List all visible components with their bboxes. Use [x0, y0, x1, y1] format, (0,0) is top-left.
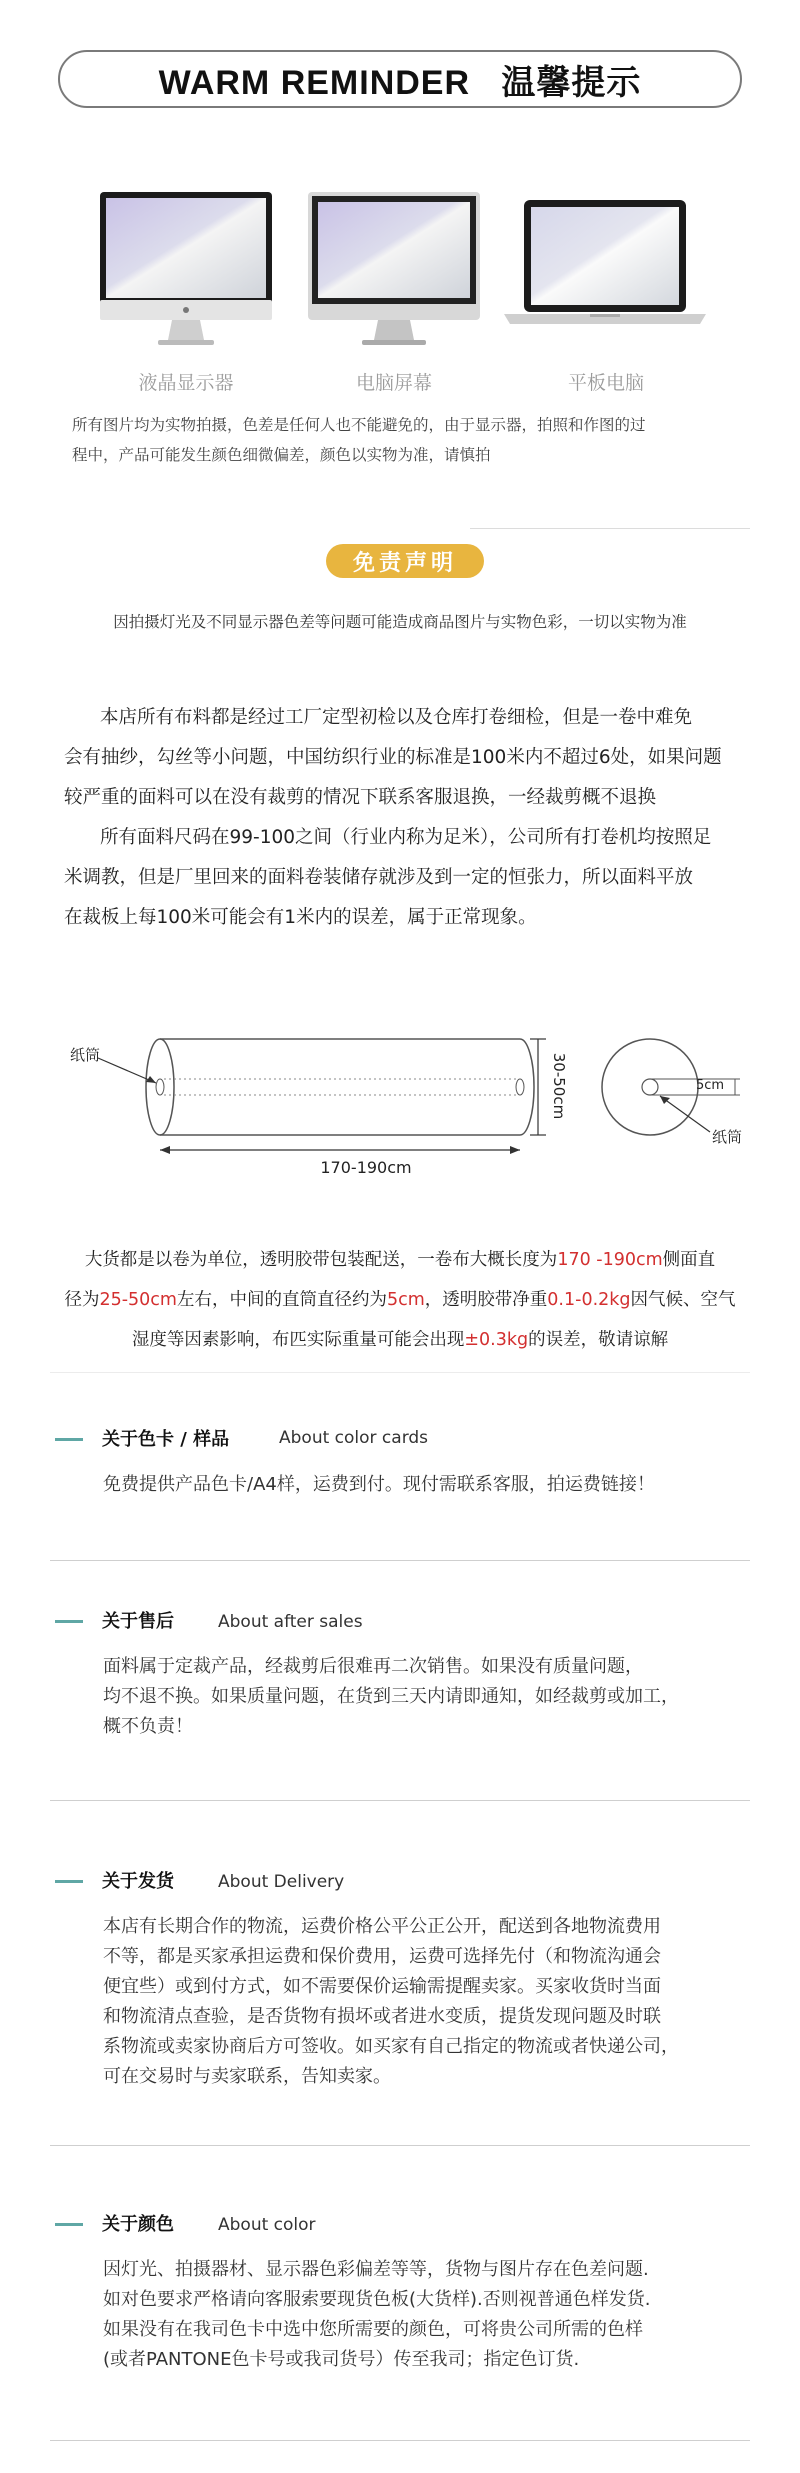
- tube-label-left: 纸筒: [70, 1046, 101, 1064]
- text: 的误差，敬请谅解: [528, 1330, 669, 1350]
- highlight-weight-tolerance: ±0.3kg: [464, 1330, 529, 1350]
- device-caption-desktop: 电脑屏幕: [355, 372, 432, 394]
- body-line: 便宜些）或到付方式，如不需要保价运输需提醒卖家。买家收货时当面: [103, 1976, 661, 1997]
- highlight-diameter: 25-50cm: [99, 1290, 177, 1310]
- color-note-line: 所有图片均为实物拍摄，色差是任何人也不能避免的，由于显示器，拍照和作图的过: [72, 416, 646, 434]
- highlight-core: 5cm: [386, 1290, 425, 1310]
- body-line: 因灯光、拍摄器材、显示器色彩偏差等等，货物与图片存在色差问题.: [103, 2259, 649, 2280]
- lcd-monitor-icon: [96, 190, 276, 350]
- divider: [470, 528, 750, 529]
- paragraph-line: 所有面料尺码在99-100之间（行业内称为足米），公司所有打卷机均按照足: [100, 827, 712, 848]
- text: 因气候、空气: [630, 1290, 736, 1310]
- paragraph-line: 会有抽纱，勾丝等小问题，中国纺织行业的标准是100米内不超过6处，如果问题: [64, 747, 722, 768]
- device-caption-laptop: 平板电脑: [567, 372, 644, 394]
- paragraph-line: 米调教，但是厂里回来的面料卷装储存就涉及到一定的恒张力，所以面料平放: [64, 867, 694, 888]
- paragraph-line: [30, 1280, 770, 1320]
- text: 左右，中间的直筒直径约为: [176, 1290, 387, 1310]
- section-separator: [50, 1560, 750, 1561]
- laptop-icon: [500, 196, 710, 346]
- divider: [50, 1372, 750, 1373]
- device-caption-lcd: 液晶显示器: [138, 372, 234, 394]
- section-accent-dash: [55, 1438, 83, 1441]
- body-line: 和物流清点查验，是否货物有损坏或者进水变质，提货发现问题及时联: [103, 2006, 661, 2027]
- diameter-label: 30-50cm: [550, 1052, 568, 1120]
- paragraph-line: 较严重的面料可以在没有裁剪的情况下联系客服退换，一经裁剪概不退换: [64, 787, 657, 808]
- section-subtitle-color-cards: About color cards: [279, 1428, 429, 1448]
- section-accent-dash: [55, 1620, 83, 1623]
- color-note: [72, 410, 752, 470]
- section-body-delivery: [103, 1912, 773, 2092]
- highlight-length: 170 -190cm: [557, 1250, 663, 1270]
- body-line: 如对色要求严格请向客服索要现货色板(大货样).否则视普通色样发货.: [103, 2289, 651, 2310]
- body-line: (或者PANTONE色卡号或我司货号）传至我司；指定色订货.: [103, 2349, 580, 2370]
- body-line: 均不退不换。如果质量问题，在货到三天内请即通知，如经裁剪或加工，: [103, 1686, 679, 1707]
- tube-label-right: 纸筒: [712, 1128, 743, 1146]
- section-separator: [50, 2145, 750, 2146]
- section-separator: [50, 1800, 750, 1801]
- body-line: 系物流或卖家协商后方可签收。如买家有自己指定的物流或者快递公司，: [103, 2036, 679, 2057]
- section-subtitle-after-sales: About after sales: [218, 1612, 363, 1632]
- paragraph-line: 本店所有布料都是经过工厂定型初检以及仓库打卷细检，但是一卷中难免: [100, 707, 693, 728]
- section-title-color: 关于颜色: [102, 2214, 174, 2235]
- section-accent-dash: [55, 1880, 83, 1883]
- highlight-tape-weight: 0.1-0.2kg: [547, 1290, 631, 1310]
- section-title-color-cards: 关于色卡 / 样品: [102, 1429, 230, 1450]
- disclaimer-badge: 免责声明: [326, 544, 484, 578]
- title-banner: [58, 50, 742, 108]
- text: ，透明胶带净重: [424, 1290, 548, 1310]
- paragraph-line: [30, 1240, 770, 1280]
- length-label: 170-190cm: [320, 1158, 412, 1177]
- section-title-delivery: 关于发货: [102, 1871, 174, 1892]
- fabric-paragraph: [64, 698, 764, 938]
- text: 湿度等因素影响，布匹实际重量可能会出现: [131, 1330, 465, 1350]
- section-title-after-sales: 关于售后: [102, 1611, 174, 1632]
- shipping-paragraph: [30, 1240, 770, 1360]
- section-subtitle-delivery: About Delivery: [218, 1872, 345, 1892]
- page-title: WARM REMINDER 温馨提示: [158, 63, 642, 102]
- section-accent-dash: [55, 2223, 83, 2226]
- section-separator: [50, 2440, 750, 2441]
- text: 侧面直: [662, 1250, 716, 1270]
- body-line: 不等，都是买家承担运费和保价费用，运费可选择先付（和物流沟通会: [103, 1946, 661, 1967]
- fabric-roll-diagram: [60, 1010, 760, 1190]
- color-note-line: 程中，产品可能发生颜色细微偏差，颜色以实物为准，请慎拍: [72, 446, 491, 464]
- body-line: 本店有长期合作的物流，运费价格公平公正公开，配送到各地物流费用: [103, 1916, 661, 1937]
- section-body-color-cards: [103, 1470, 763, 1500]
- paragraph-line: 在裁板上每100米可能会有1米内的误差，属于正常现象。: [64, 907, 537, 928]
- text: 径为: [64, 1290, 100, 1310]
- section-body-color: [103, 2255, 773, 2375]
- body-line: 面料属于定裁产品，经裁剪后很难再二次销售。如果没有质量问题，: [103, 1656, 643, 1677]
- desktop-computer-icon: [304, 190, 484, 350]
- text: 大货都是以卷为单位，透明胶带包装配送，一卷布大概长度为: [84, 1250, 558, 1270]
- body-line: 免费提供产品色卡/A4样，运费到付。现付需联系客服，拍运费链接！: [103, 1474, 655, 1495]
- body-line: 可在交易时与卖家联系，告知卖家。: [103, 2066, 391, 2087]
- section-body-after-sales: [103, 1652, 763, 1742]
- body-line: 如果没有在我司色卡中选中您所需要的颜色，可将贵公司所需的色样: [103, 2319, 643, 2340]
- section-subtitle-color: About color: [218, 2215, 316, 2235]
- paragraph-line: [30, 1320, 770, 1360]
- body-line: 概不负责！: [103, 1716, 193, 1737]
- disclaimer-text: 因拍摄灯光及不同显示器色差等问题可能造成商品图片与实物色彩，一切以实物为准: [113, 613, 687, 631]
- core-label: 5cm: [696, 1078, 725, 1093]
